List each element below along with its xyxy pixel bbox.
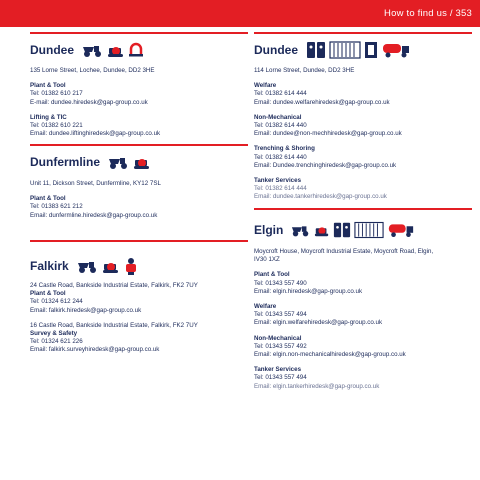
section-divider	[30, 240, 248, 242]
header-bar	[0, 0, 480, 27]
service-phone[interactable]: Tel: 01324 621 226	[30, 338, 83, 346]
service-email[interactable]: Email: dundee.welfarehiredesk@gap-group.co.uk	[254, 98, 390, 106]
depot-title: Dundee	[254, 43, 299, 57]
depot-falkirk	[30, 240, 248, 355]
tanker-truck-icon	[381, 41, 411, 59]
service-name: Non-Mechanical	[254, 113, 302, 121]
service-phone[interactable]: Tel: 01382 614 444	[254, 185, 307, 193]
depot-dunfermline	[30, 144, 248, 220]
toilet-unit-icon	[333, 221, 351, 239]
tanker-truck-icon	[387, 221, 415, 239]
page-label: How to find us / 353	[384, 8, 472, 19]
toilet-unit-icon	[306, 41, 326, 59]
service-name: Lifting & TIC	[30, 113, 67, 121]
service-name: Non-Mechanical	[254, 334, 302, 342]
service-name: Plant & Tool	[254, 271, 290, 279]
service-email[interactable]: Email: elgin.tankerhiredesk@gap-group.co.uk	[254, 382, 380, 390]
safety-harness-icon	[123, 257, 139, 275]
service-phone[interactable]: Tel: 01343 557 494	[254, 374, 307, 382]
excavator-icon	[133, 154, 151, 170]
depot-dundee-welfare	[254, 32, 472, 202]
depot-elgin	[254, 208, 472, 391]
section-divider	[30, 144, 248, 146]
portable-cabin-icon	[364, 41, 378, 59]
depot-title: Dundee	[30, 43, 75, 57]
service-name: Plant & Tool	[30, 290, 66, 298]
service-name: Tanker Services	[254, 366, 302, 374]
excavator-icon	[314, 222, 330, 238]
depot-address: 16 Castle Road, Bankside Industrial Estate, Falkirk, FK2 7UY	[30, 321, 198, 329]
service-name: Welfare	[254, 82, 277, 90]
depot-address: 135 Lorne Street, Lochee, Dundee, DD2 3HE	[30, 67, 155, 74]
service-phone[interactable]: Tel: 01382 610 221	[30, 122, 83, 130]
section-divider	[30, 32, 248, 34]
service-phone[interactable]: Tel: 01382 614 440	[254, 153, 307, 161]
service-name: Plant & Tool	[30, 195, 66, 203]
service-email[interactable]: Email: dundee@non-mechhiredesk@gap-group.co.uk	[254, 130, 402, 138]
service-email[interactable]: Email: falkirk.surveyhiredesk@gap-group.co.uk	[30, 346, 160, 354]
service-name: Survey & Safety	[30, 330, 78, 338]
excavator-icon	[102, 258, 120, 274]
depot-address: Unit 11, Dickson Street, Dunfermline, KY12 7SL	[30, 180, 161, 187]
service-email[interactable]: Email: elgin.hiredesk@gap-group.co.uk	[254, 287, 363, 295]
service-email[interactable]: Email: dundee.tankerhiredesk@gap-group.co.uk	[254, 193, 387, 201]
service-phone[interactable]: Tel: 01343 557 490	[254, 279, 307, 287]
depot-title: Dunfermline	[30, 155, 101, 169]
depot-address: IV30 1XZ	[254, 256, 280, 264]
service-email[interactable]: Email: elgin.non-mechanicalhiredesk@gap-group.co.uk	[254, 351, 406, 359]
service-name: Tanker Services	[254, 177, 302, 185]
service-phone[interactable]: Tel: 01382 614 444	[254, 90, 307, 98]
service-email[interactable]: Email: dunfermline.hiredesk@gap-group.co.uk	[30, 211, 158, 219]
service-name: Welfare	[254, 303, 277, 311]
lifting-shackle-icon	[128, 42, 144, 58]
service-email[interactable]: E-mail: dundee.hiredesk@gap-group.co.uk	[30, 98, 148, 106]
service-email[interactable]: Email: dundee.liftinghiredesk@gap-group.co.uk	[30, 130, 161, 138]
site-container-icon	[329, 41, 361, 59]
service-email[interactable]: Email: elgin.welfarehiredesk@gap-group.co.uk	[254, 319, 383, 327]
service-phone[interactable]: Tel: 01382 614 440	[254, 122, 307, 130]
depot-address: 114 Lorne Street, Dundee, DD2 3HE	[254, 67, 355, 74]
service-name: Plant & Tool	[30, 82, 66, 90]
depot-dundee-plant	[30, 32, 248, 138]
service-phone[interactable]: Tel: 01382 610 217	[30, 90, 83, 98]
service-email[interactable]: Email: falkirk.hiredesk@gap-group.co.uk	[30, 306, 142, 314]
dumper-truck-icon	[77, 258, 99, 274]
dumper-truck-icon	[108, 154, 130, 170]
service-name: Trenching & Shoring	[254, 145, 315, 153]
service-phone[interactable]: Tel: 01343 557 494	[254, 311, 307, 319]
service-phone[interactable]: Tel: 01343 557 492	[254, 342, 307, 350]
depot-address: 24 Castle Road, Bankside Industrial Estate, Falkirk, FK2 7UY	[30, 282, 198, 289]
section-divider	[254, 32, 472, 34]
dumper-truck-icon	[82, 42, 104, 58]
service-phone[interactable]: Tel: 01383 621 212	[30, 203, 83, 211]
excavator-icon	[107, 42, 125, 58]
depot-address: Moycroft House, Moycroft Industrial Estate, Moycroft Road, Elgin,	[254, 248, 434, 255]
dumper-truck-icon	[291, 222, 311, 238]
depot-title: Falkirk	[30, 259, 69, 273]
section-divider	[254, 208, 472, 210]
service-phone[interactable]: Tel: 01324 612 244	[30, 298, 83, 306]
depot-title: Elgin	[254, 223, 284, 237]
site-container-icon	[354, 221, 384, 239]
service-email[interactable]: Email: Dundee.trenchinghiredesk@gap-group.co.uk	[254, 161, 397, 169]
